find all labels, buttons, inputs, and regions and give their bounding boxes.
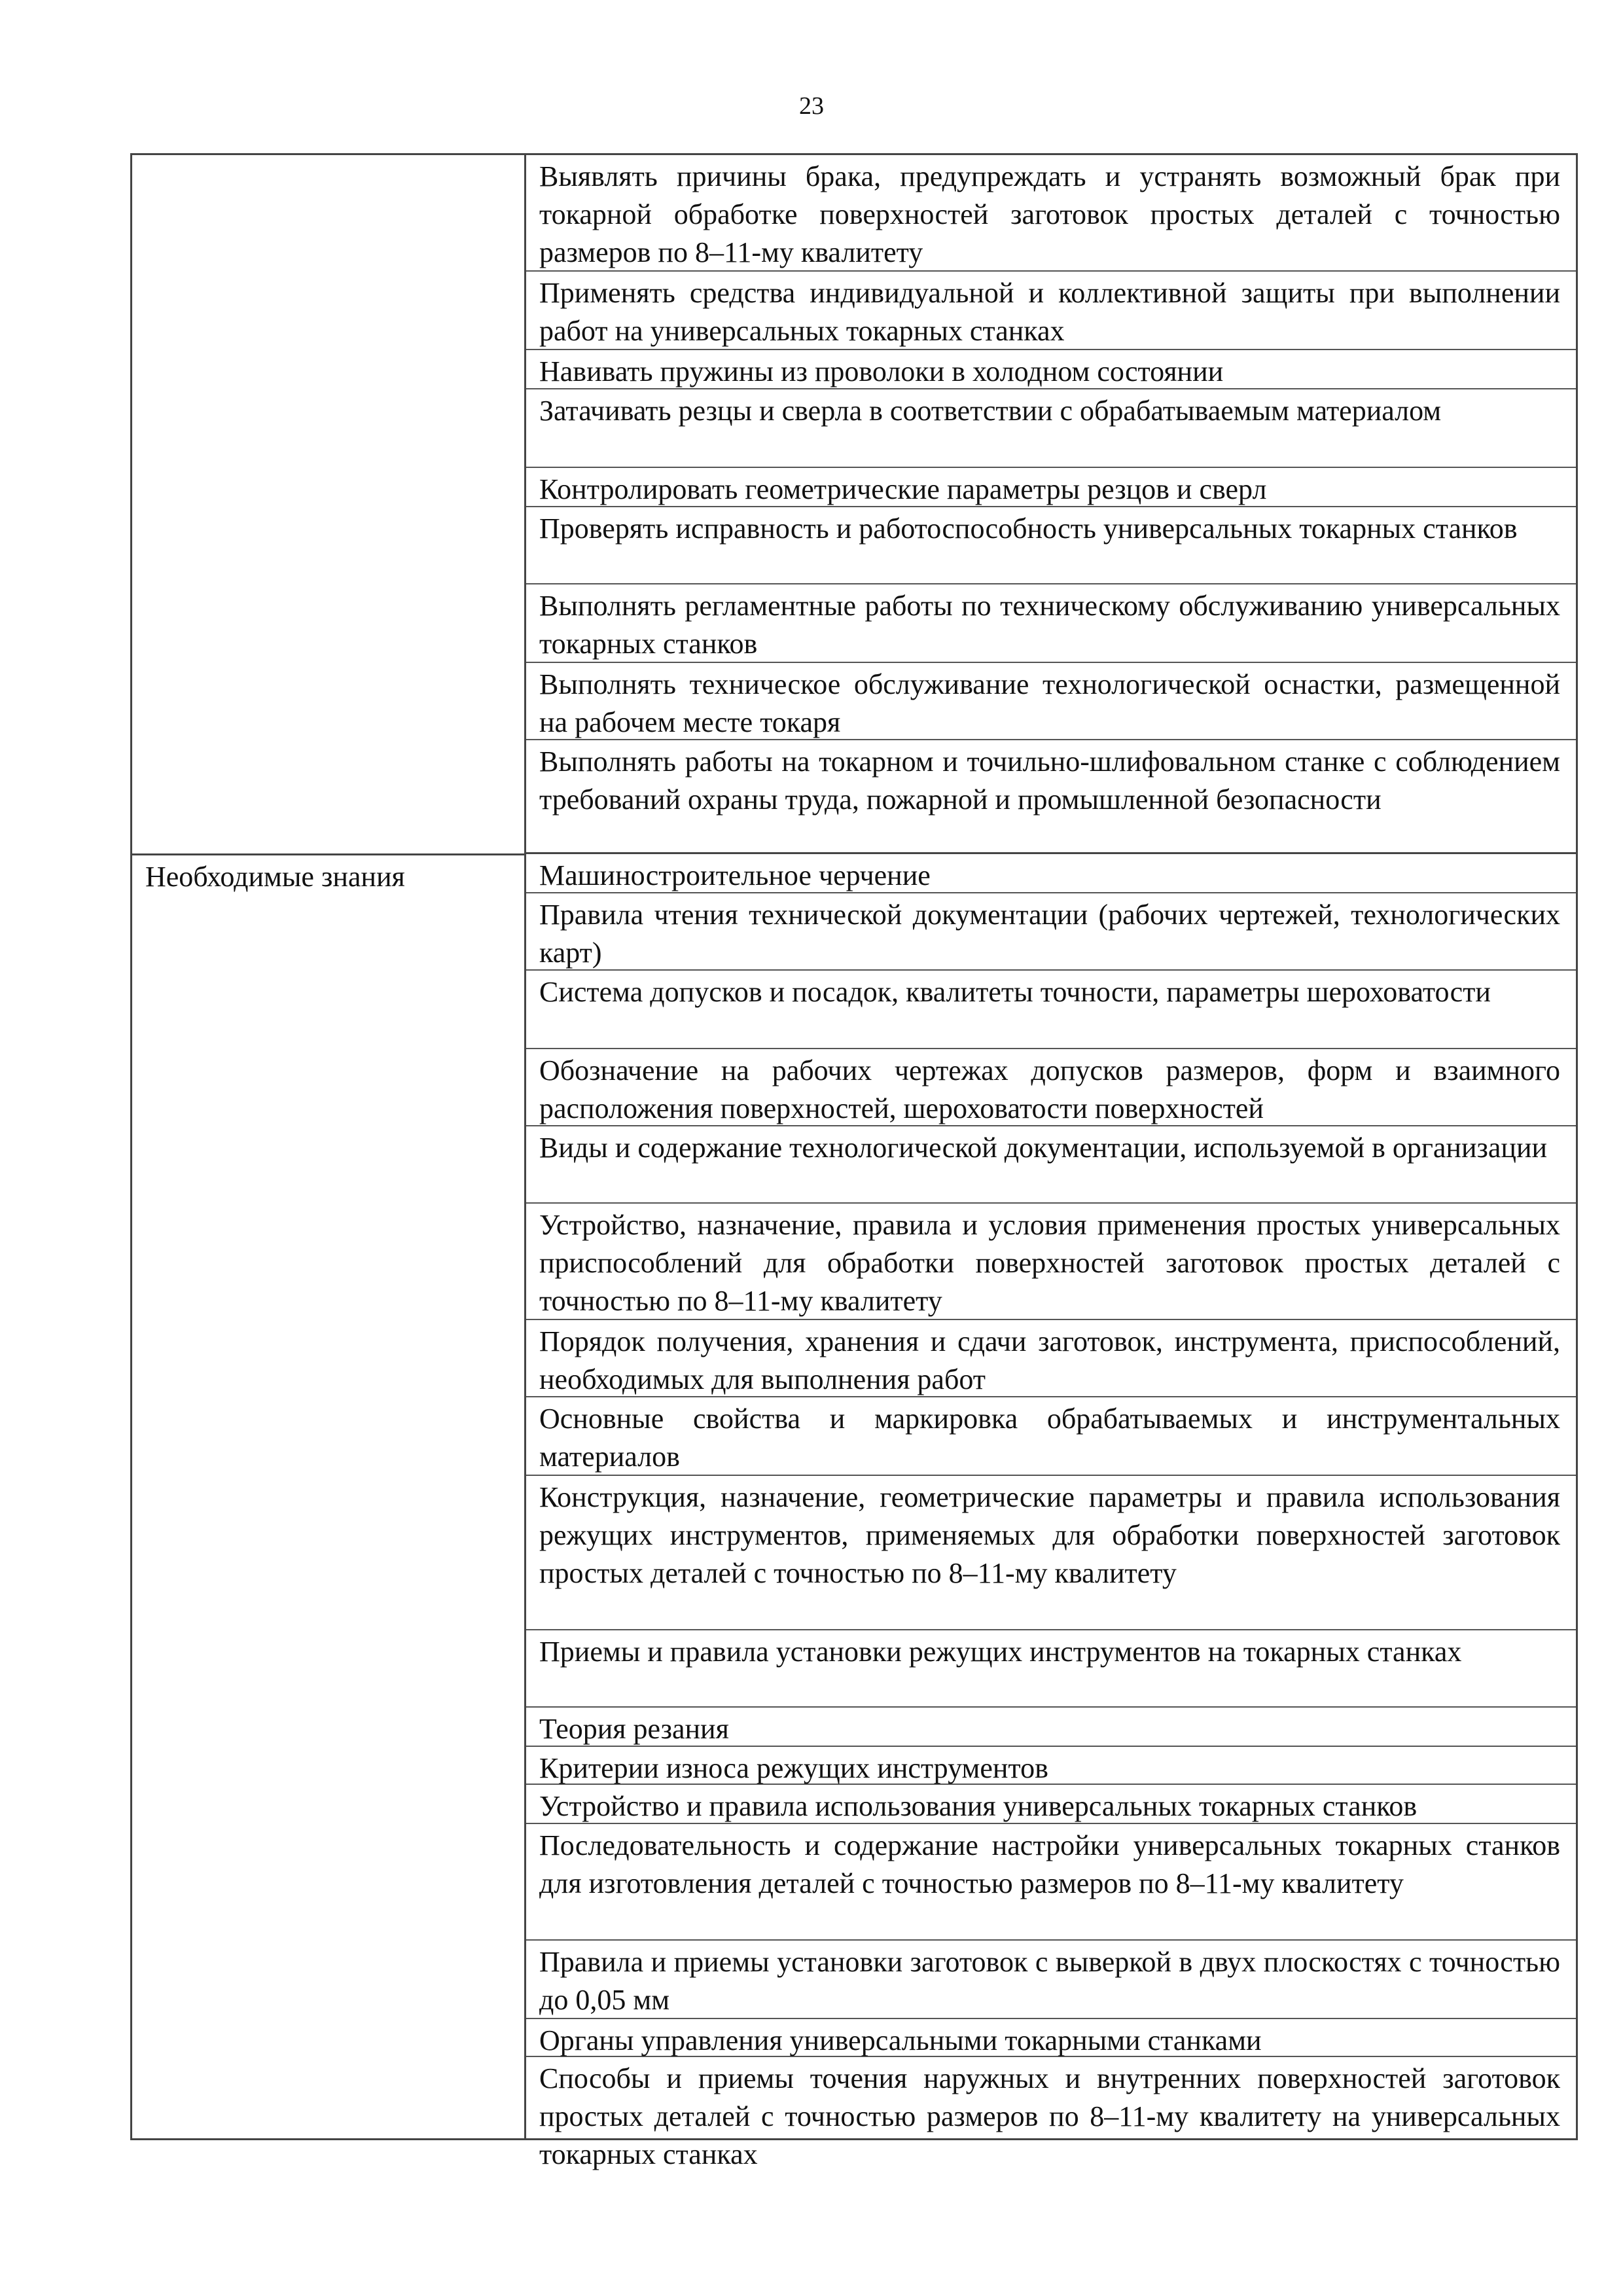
table-row: Конструкция, назначение, геометрические параметры и правила использования режущих инструментов, применяемых для обработки поверхностей заготовок простых деталей с точностью по 8–11-му квалитету (526, 1476, 1576, 1630)
table-row: Основные свойства и маркировка обрабатываемых и инструментальных материалов (526, 1397, 1576, 1476)
table-row: Устройство и правила использования универсальных токарных станков (526, 1785, 1576, 1824)
table-row: Последовательность и содержание настройки универсальных токарных станков для изготовления деталей с точностью размеров по 8–11-му квалитету (526, 1824, 1576, 1941)
table-row: Способы и приемы точения наружных и внутренних поверхностей заготовок простых деталей с точностью размеров по 8–11-му квалитету на универсальных токарных станках (539, 2062, 1560, 2170)
table-row: Машиностроительное черчение (526, 854, 1576, 893)
section-label-knowledge: Необходимые знания (145, 861, 405, 893)
section-divider (132, 853, 526, 855)
table-row: Выполнять техническое обслуживание технологической оснастки, размещенной на рабочем месте токаря (526, 663, 1576, 740)
page-number: 23 (799, 92, 824, 120)
table-row: Правила и приемы установки заготовок с выверкой в двух плоскостях с точностью до 0,05 мм (526, 1941, 1576, 2019)
table-row: Правила чтения технической документации (рабочих чертежей, технологических карт) (526, 893, 1576, 971)
table-row: Теория резания (526, 1708, 1576, 1747)
table-row: Приемы и правила установки режущих инструментов на токарных станках (526, 1630, 1576, 1708)
table-row: Порядок получения, хранения и сдачи заготовок, инструмента, приспособлений, необходимых для выполнения работ (526, 1320, 1576, 1397)
table-row: Применять средства индивидуальной и коллективной защиты при выполнении работ на универсальных токарных станках (526, 272, 1576, 350)
table-row: Навивать пружины из проволоки в холодном состоянии (526, 350, 1576, 389)
table-row: Выполнять регламентные работы по техническому обслуживанию универсальных токарных станков (526, 584, 1576, 663)
table-row: Контролировать геометрические параметры резцов и сверл (526, 468, 1576, 507)
left-column (132, 155, 526, 2138)
table-row: Органы управления универсальными токарными станками (526, 2019, 1576, 2057)
table-row: Критерии износа режущих инструментов (526, 1747, 1576, 1785)
table-row: Выполнять работы на токарном и точильно-шлифовальном станке с соблюдением требований охраны труда, пожарной и промышленной безопасности (526, 740, 1576, 854)
right-column (526, 155, 1576, 2170)
table-row: Виды и содержание технологической документации, используемой в организации (526, 1126, 1576, 1204)
table-row: Выявлять причины брака, предупреждать и устранять возможный брак при токарной обработке поверхностей заготовок простых деталей с точностью размеров по 8–11-му квалитету (526, 155, 1576, 272)
competency-table (130, 153, 1578, 2170)
table-row: Обозначение на рабочих чертежах допусков размеров, форм и взаимного расположения поверхностей, шероховатости поверхностей (526, 1049, 1576, 1126)
table-row: Проверять исправность и работоспособность универсальных токарных станков (526, 507, 1576, 584)
table-row: Устройство, назначение, правила и условия применения простых универсальных приспособлений для обработки поверхностей заготовок простых деталей с точностью по 8–11-му квалитету (526, 1204, 1576, 1320)
table-row: Система допусков и посадок, квалитеты точности, параметры шероховатости (526, 971, 1576, 1049)
table-row: Затачивать резцы и сверла в соответствии с обрабатываемым материалом (526, 389, 1576, 468)
